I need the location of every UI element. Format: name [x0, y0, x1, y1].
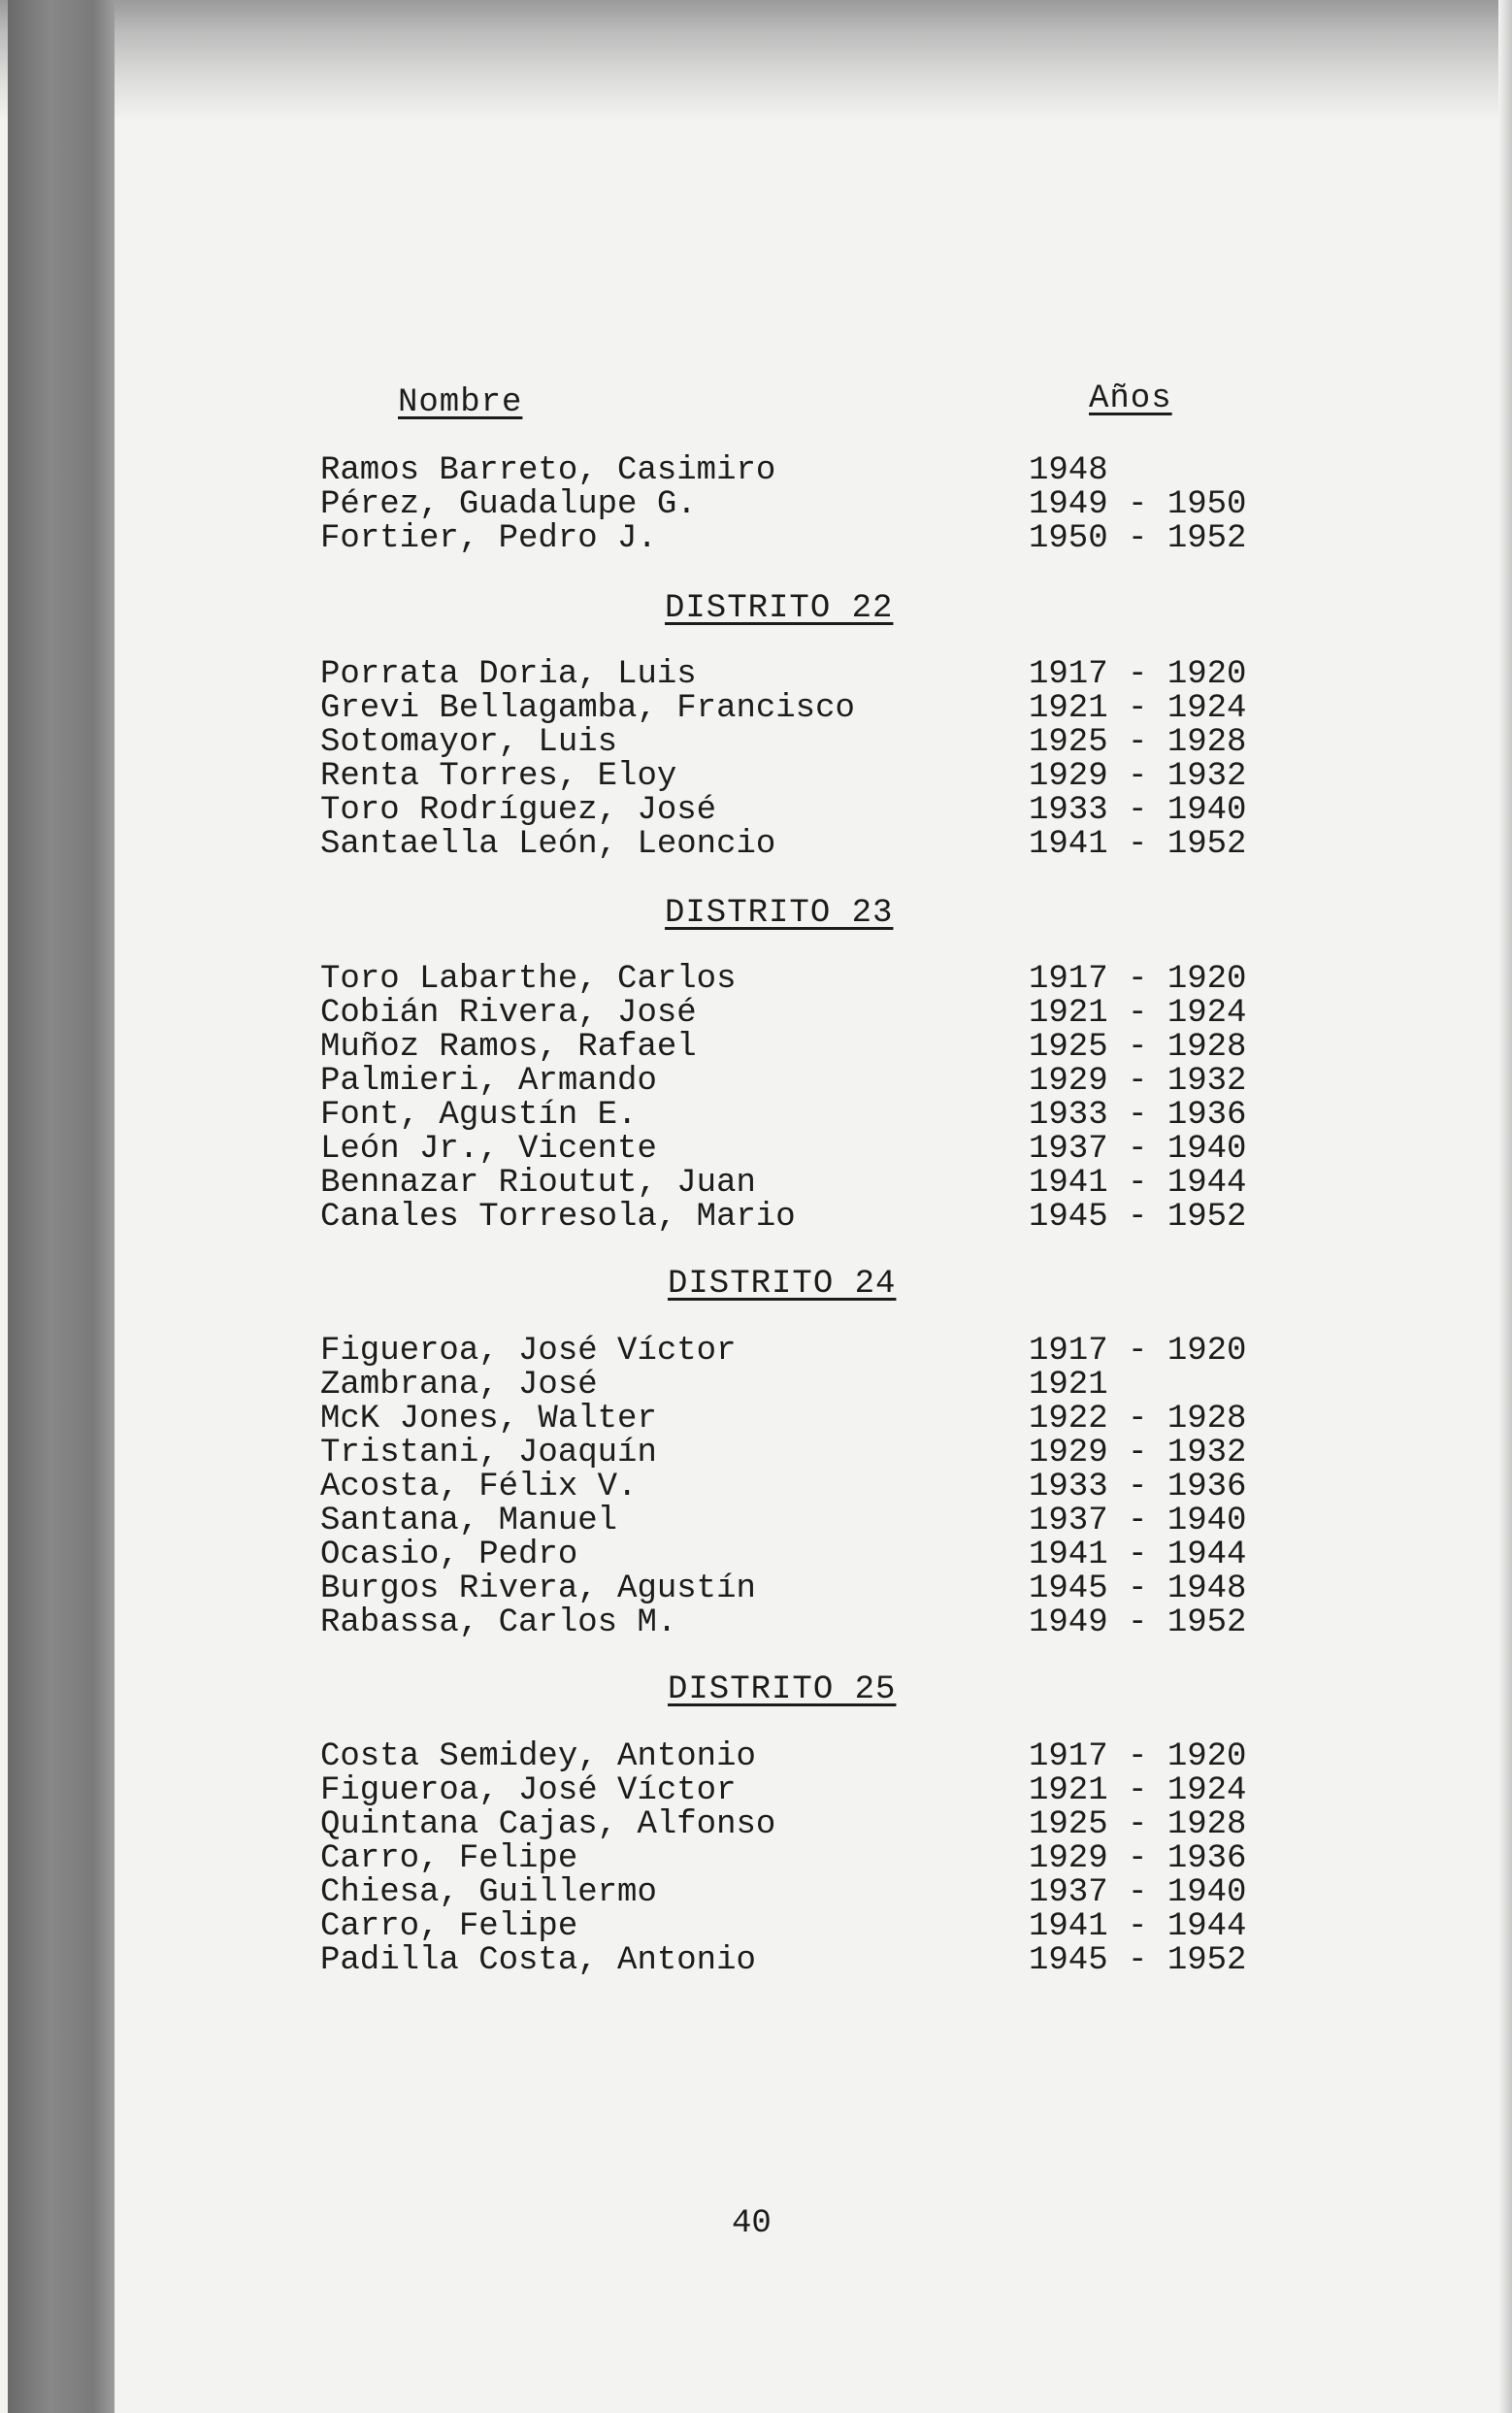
- table-row: [320, 1065, 1271, 1099]
- table-row: [320, 760, 1271, 794]
- member-years: 1922 - 1928: [1029, 1401, 1247, 1438]
- table-row: [320, 692, 1271, 726]
- table-row: [320, 828, 1271, 862]
- table-row: [320, 1335, 1271, 1369]
- member-name: Fortier, Pedro J.: [320, 520, 657, 557]
- member-years: 1945 - 1952: [1029, 1199, 1247, 1236]
- binding-edge: [8, 0, 115, 2413]
- table-row: [320, 1403, 1271, 1437]
- member-years: 1929 - 1932: [1029, 758, 1247, 795]
- member-name: Figueroa, José Víctor: [320, 1333, 737, 1370]
- member-name: Cobián Rivera, José: [320, 995, 697, 1032]
- table-row: [320, 1740, 1271, 1774]
- table-row: [320, 522, 1271, 556]
- page-number: 40: [732, 2205, 772, 2242]
- table-row: [320, 1842, 1271, 1876]
- member-years: 1949 - 1952: [1029, 1604, 1247, 1641]
- table-row: [320, 726, 1271, 760]
- member-years: 1950 - 1952: [1029, 520, 1247, 557]
- table-row: [320, 1808, 1271, 1842]
- member-years: 1917 - 1920: [1029, 1738, 1247, 1775]
- member-years: 1925 - 1928: [1029, 724, 1247, 761]
- member-years: 1929 - 1936: [1029, 1840, 1247, 1877]
- district-title: DISTRITO 22: [665, 590, 894, 627]
- member-years: 1929 - 1932: [1029, 1063, 1247, 1100]
- member-name: Canales Torresola, Mario: [320, 1199, 796, 1236]
- table-row: [320, 1437, 1271, 1471]
- member-years: 1941 - 1944: [1029, 1908, 1247, 1945]
- table-row: [320, 1774, 1271, 1808]
- member-years: 1921 - 1924: [1029, 690, 1247, 727]
- table-row: [320, 1504, 1271, 1538]
- member-name: León Jr., Vicente: [320, 1131, 657, 1168]
- member-name: Font, Agustín E.: [320, 1097, 638, 1134]
- table-row: [320, 963, 1271, 997]
- table-row: [320, 454, 1271, 488]
- table-row: [320, 1099, 1271, 1133]
- table-row: [320, 1201, 1271, 1235]
- member-years: 1929 - 1932: [1029, 1435, 1247, 1471]
- member-name: Porrata Doria, Luis: [320, 656, 697, 693]
- table-row: [320, 1910, 1271, 1944]
- member-name: Tristani, Joaquín: [320, 1435, 657, 1471]
- member-name: Padilla Costa, Antonio: [320, 1942, 756, 1979]
- member-name: Bennazar Rioutut, Juan: [320, 1165, 756, 1202]
- district-title: DISTRITO 23: [665, 895, 894, 932]
- table-row: [320, 658, 1271, 692]
- member-name: Sotomayor, Luis: [320, 724, 618, 761]
- scan-top-shadow: [0, 0, 1512, 121]
- member-years: 1917 - 1920: [1029, 656, 1247, 693]
- member-name: Santaella León, Leoncio: [320, 826, 776, 863]
- member-name: Carro, Felipe: [320, 1908, 578, 1945]
- table-row: [320, 1133, 1271, 1167]
- member-name: Muñoz Ramos, Rafael: [320, 1029, 697, 1066]
- table-row: [320, 1471, 1271, 1504]
- district-title: DISTRITO 24: [668, 1266, 897, 1303]
- table-row: [320, 1572, 1271, 1606]
- member-years: 1941 - 1944: [1029, 1165, 1247, 1202]
- column-header-years: Años: [1089, 380, 1172, 417]
- member-name: Carro, Felipe: [320, 1840, 578, 1877]
- member-years: 1921 - 1924: [1029, 995, 1247, 1032]
- member-name: Chiesa, Guillermo: [320, 1874, 657, 1911]
- member-years: 1937 - 1940: [1029, 1131, 1247, 1168]
- member-years: 1949 - 1950: [1029, 486, 1247, 523]
- member-name: Quintana Cajas, Alfonso: [320, 1806, 776, 1843]
- member-years: 1921 - 1924: [1029, 1772, 1247, 1809]
- member-years: 1933 - 1936: [1029, 1469, 1247, 1505]
- table-row: [320, 488, 1271, 522]
- table-row: [320, 1944, 1271, 1978]
- member-name: Santana, Manuel: [320, 1503, 618, 1539]
- member-years: 1925 - 1928: [1029, 1806, 1247, 1843]
- member-years: 1933 - 1940: [1029, 792, 1247, 829]
- member-name: Rabassa, Carlos M.: [320, 1604, 677, 1641]
- member-years: 1933 - 1936: [1029, 1097, 1247, 1134]
- intro-list: [320, 454, 1271, 556]
- member-years: 1948: [1029, 452, 1108, 489]
- member-name: Figueroa, José Víctor: [320, 1772, 737, 1809]
- member-name: McK Jones, Walter: [320, 1401, 657, 1438]
- member-name: Palmieri, Armando: [320, 1063, 657, 1100]
- member-years: 1945 - 1952: [1029, 1942, 1247, 1979]
- member-name: Toro Labarthe, Carlos: [320, 961, 737, 998]
- district-22-list: [320, 658, 1271, 862]
- district-25-list: [320, 1740, 1271, 1978]
- member-years: 1941 - 1952: [1029, 826, 1247, 863]
- member-years: 1921: [1029, 1367, 1108, 1404]
- table-row: [320, 1167, 1271, 1201]
- table-row: [320, 1876, 1271, 1910]
- member-years: 1937 - 1940: [1029, 1874, 1247, 1911]
- member-name: Zambrana, José: [320, 1367, 598, 1404]
- member-name: Pérez, Guadalupe G.: [320, 486, 697, 523]
- member-name: Burgos Rivera, Agustín: [320, 1570, 756, 1607]
- member-name: Toro Rodríguez, José: [320, 792, 717, 829]
- member-years: 1925 - 1928: [1029, 1029, 1247, 1066]
- district-23-list: [320, 963, 1271, 1235]
- member-name: Acosta, Félix V.: [320, 1469, 638, 1505]
- table-row: [320, 1369, 1271, 1403]
- table-row: [320, 1606, 1271, 1640]
- table-row: [320, 794, 1271, 828]
- member-years: 1917 - 1920: [1029, 961, 1247, 998]
- member-name: Ramos Barreto, Casimiro: [320, 452, 776, 489]
- member-name: Grevi Bellagamba, Francisco: [320, 690, 855, 727]
- district-title: DISTRITO 25: [668, 1671, 897, 1708]
- page-right-edge: [1498, 0, 1512, 2413]
- member-years: 1941 - 1944: [1029, 1537, 1247, 1573]
- column-header-name: Nombre: [398, 384, 523, 421]
- member-name: Ocasio, Pedro: [320, 1537, 578, 1573]
- district-24-list: [320, 1335, 1271, 1640]
- table-row: [320, 1538, 1271, 1572]
- member-name: Renta Torres, Eloy: [320, 758, 677, 795]
- table-row: [320, 997, 1271, 1031]
- member-years: 1917 - 1920: [1029, 1333, 1247, 1370]
- member-years: 1937 - 1940: [1029, 1503, 1247, 1539]
- member-years: 1945 - 1948: [1029, 1570, 1247, 1607]
- table-row: [320, 1031, 1271, 1065]
- member-name: Costa Semidey, Antonio: [320, 1738, 756, 1775]
